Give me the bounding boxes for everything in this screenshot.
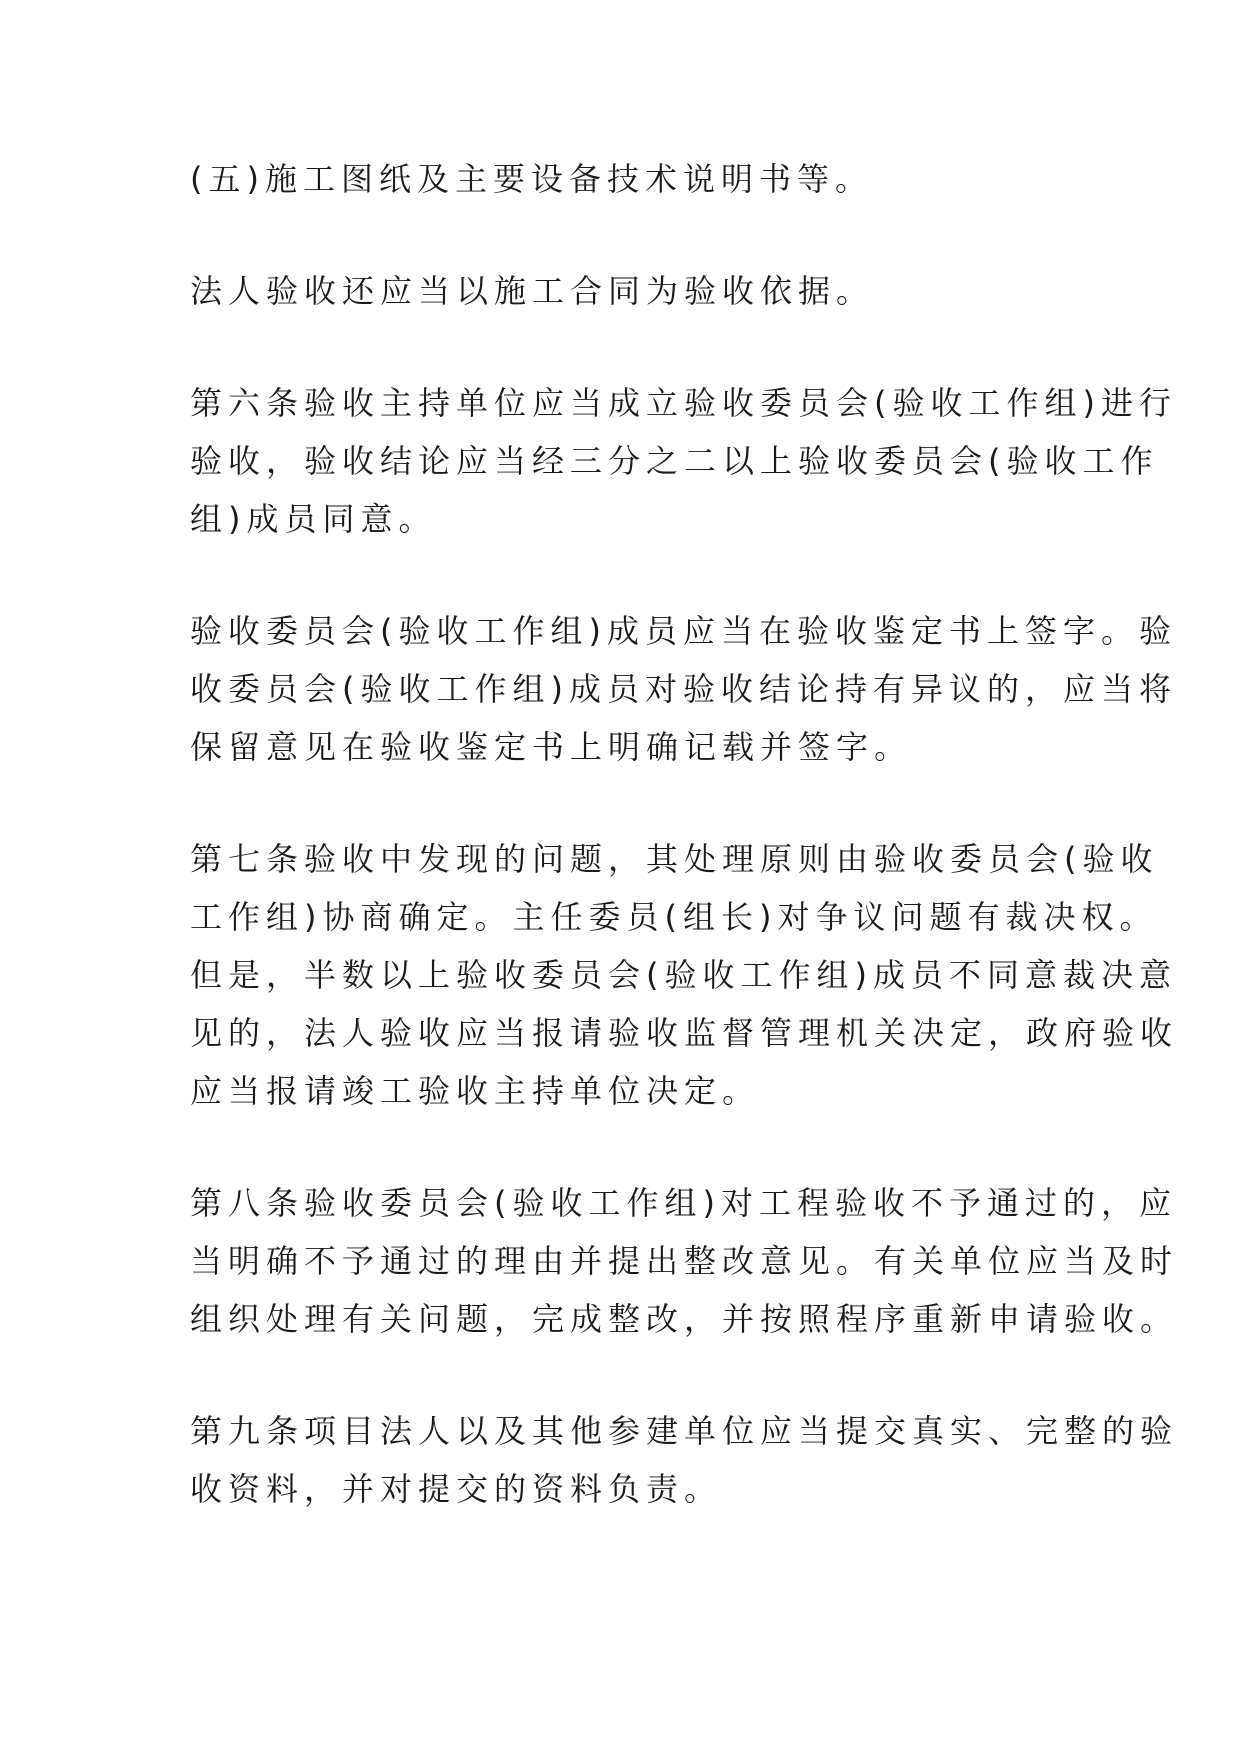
paragraph-line: 组)成员同意。 [190,500,437,538]
paragraph-article-6 [190,374,1177,548]
paragraph-line: 第八条验收委员会(验收工作组)对工程验收不予通过的，应 [190,1184,1177,1222]
paragraph-line: 应当报请竣工验收主持单位决定。 [190,1072,761,1110]
paragraph-line: 工作组)协商确定。主任委员(组长)对争议问题有裁决权。 [190,898,1158,936]
paragraph-line: 但是，半数以上验收委员会(验收工作组)成员不同意裁决意 [190,956,1177,994]
paragraph-line: 收委员会(验收工作组)成员对验收结论持有异议的，应当将 [190,670,1177,708]
paragraph-line: 组织处理有关问题，完成整改，并按照程序重新申请验收。 [190,1300,1179,1338]
paragraph-line: (五)施工图纸及主要设备技术说明书等。 [190,160,873,198]
paragraph-article-7 [190,830,1179,1120]
paragraph-article-8 [190,1174,1179,1348]
paragraph-line: 保留意见在验收鉴定书上明确记载并签字。 [190,728,913,766]
paragraph-line: 当明确不予通过的理由并提出整改意见。有关单位应当及时 [190,1242,1179,1280]
paragraph-line: 验收委员会(验收工作组)成员应当在验收鉴定书上签字。验 [190,612,1177,650]
paragraph-1 [190,150,1070,208]
paragraph-line: 第九条项目法人以及其他参建单位应当提交真实、完整的验 [190,1412,1179,1450]
document-body [190,150,1179,1518]
paragraph-2 [190,262,1070,320]
paragraph-line: 第七条验收中发现的问题，其处理原则由验收委员会(验收 [190,840,1159,878]
paragraph-line: 见的，法人验收应当报请验收监督管理机关决定，政府验收 [190,1014,1179,1052]
paragraph-line: 收资料，并对提交的资料负责。 [190,1470,723,1508]
paragraph-line: 法人验收还应当以施工合同为验收依据。 [190,272,875,310]
paragraph-article-9 [190,1402,1179,1518]
paragraph-line: 验收，验收结论应当经三分之二以上验收委员会(验收工作 [190,442,1159,480]
paragraph-line: 第六条验收主持单位应当成立验收委员会(验收工作组)进行 [190,384,1177,422]
paragraph-signature-rule [190,602,1177,776]
